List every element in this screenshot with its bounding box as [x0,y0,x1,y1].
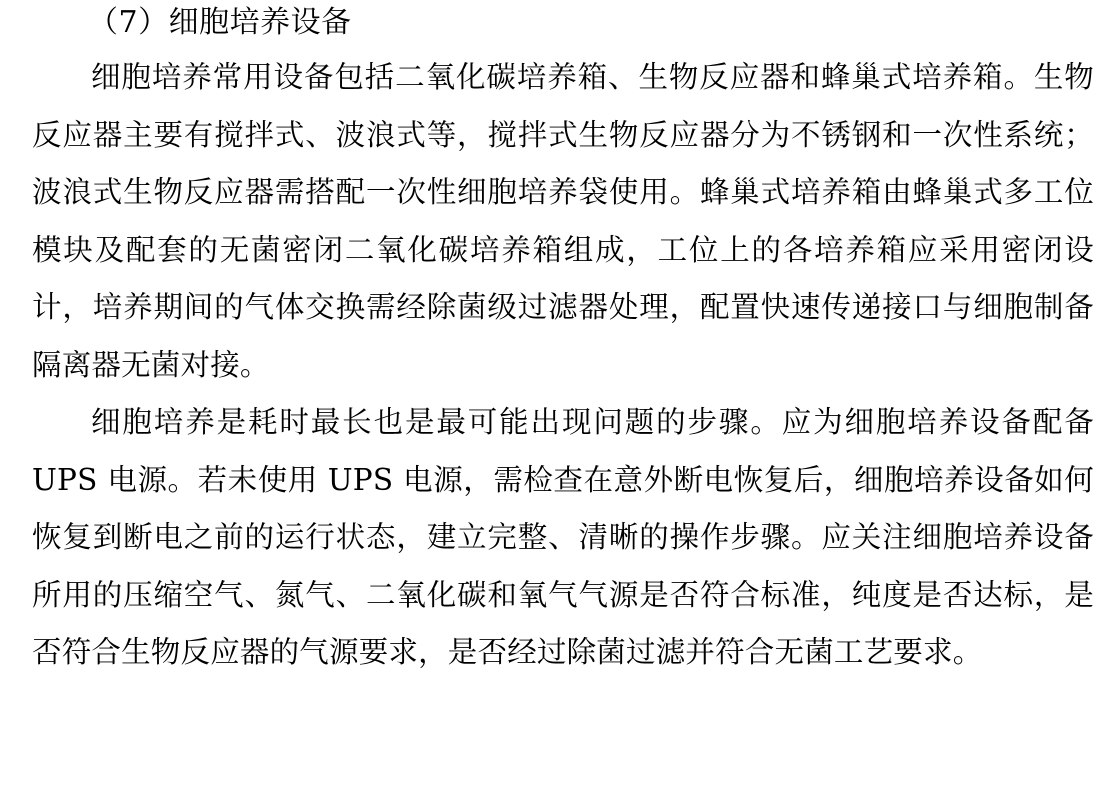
body-paragraph-2: 细胞培养是耗时最长也是最可能出现问题的步骤。应为细胞培养设备配备 UPS 电源。若未使用 UPS 电源，需检查在意外断电恢复后，细胞培养设备如何恢复到断电之前的运行状态，建立完整、清晰的操作步骤。应关注细胞培养设备所用的压缩空气、氮气、二氧化碳和氧气气源是否符合标准，纯度是否达标，是否符合生物反应器的气源要求，是否经过除菌过滤并符合无菌工艺要求。 [32,405,1094,669]
section-heading: （7）细胞培养设备 [88,5,352,40]
body-paragraph-1: 细胞培养常用设备包括二氧化碳培养箱、生物反应器和蜂巢式培养箱。生物反应器主要有搅拌式、波浪式等，搅拌式生物反应器分为不锈钢和一次性系统；波浪式生物反应器需搭配一次性细胞培养袋使用。蜂巢式培养箱由蜂巢式多工位模块及配套的无菌密闭二氧化碳培养箱组成，工位上的各培养箱应采用密闭设计，培养期间的气体交换需经除菌级过滤器处理，配置快速传递接口与细胞制备隔离器无菌对接。 [32,60,1094,382]
